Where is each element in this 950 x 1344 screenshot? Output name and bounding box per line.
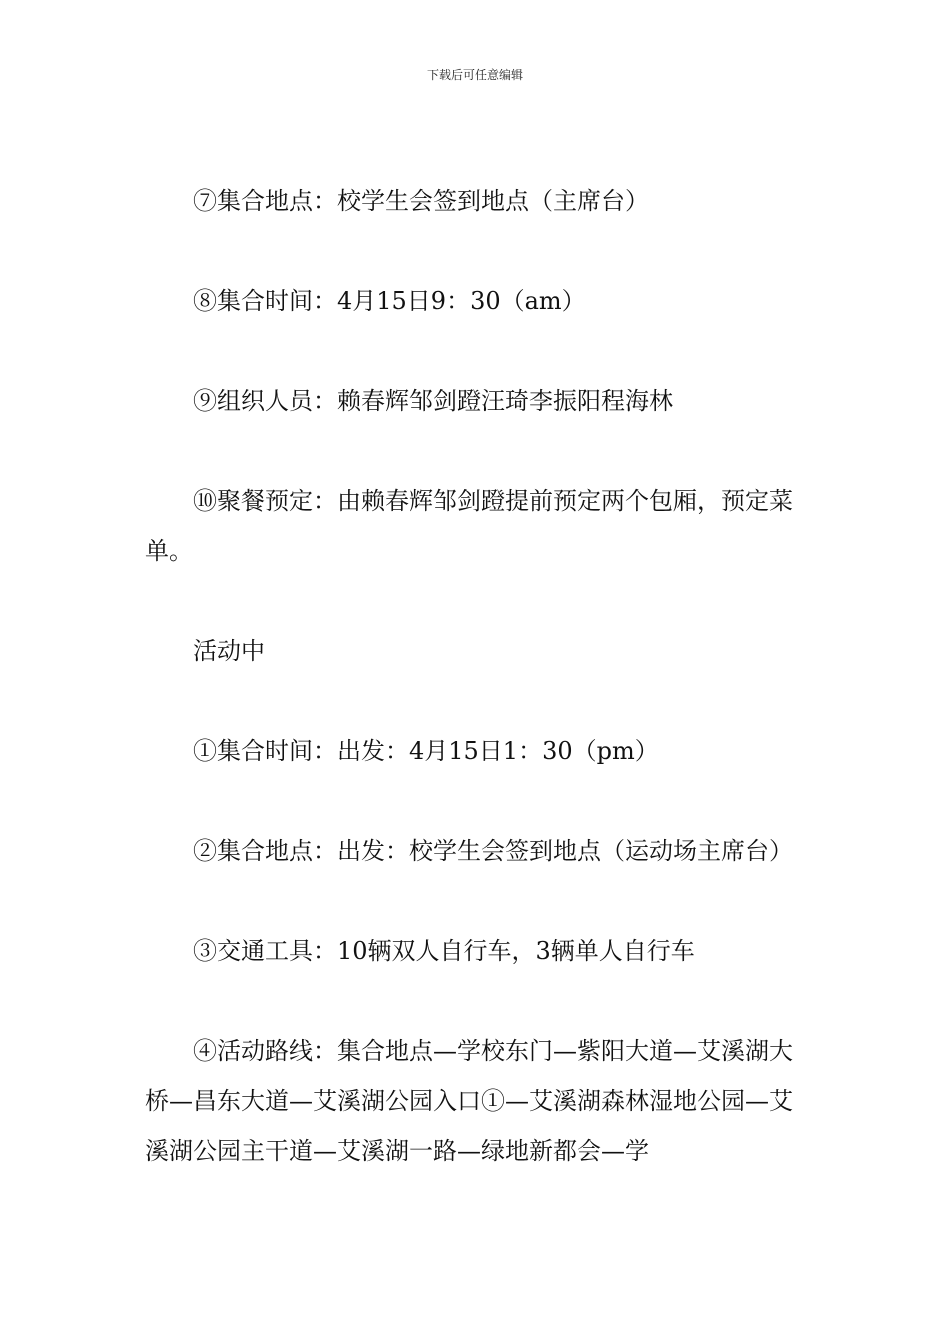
paragraph-route: ④活动路线：集合地点—学校东门—紫阳大道—艾溪湖大桥—昌东大道—艾溪湖公园入口①—艾溪湖森林湿地公园—艾溪湖公园主干道—艾溪湖一路—绿地新都会—学 xyxy=(145,1037,793,1165)
paragraph-dinner-booking: ⑩聚餐预定：由赖春辉邹剑蹬提前预定两个包厢，预定菜单。 xyxy=(145,487,793,565)
paragraph-organizers: ⑨组织人员：赖春辉邹剑蹬汪琦李振阳程海林 xyxy=(193,387,673,415)
paragraph-gathering-time: ⑧集合时间：4月15日9：30（am） xyxy=(193,287,586,315)
section-heading-during-activity: 活动中 xyxy=(193,637,265,665)
paragraph-transport: ③交通工具：10辆双人自行车，3辆单人自行车 xyxy=(193,937,695,965)
paragraph-departure-time: ①集合时间：出发：4月15日1：30（pm） xyxy=(193,737,659,765)
page-header: 下载后可任意编辑 xyxy=(426,68,523,82)
paragraph-gathering-place: ⑦集合地点：校学生会签到地点（主席台） xyxy=(193,187,649,215)
paragraph-departure-place: ②集合地点：出发：校学生会签到地点（运动场主席台） xyxy=(193,837,793,865)
document-body xyxy=(145,176,807,1176)
